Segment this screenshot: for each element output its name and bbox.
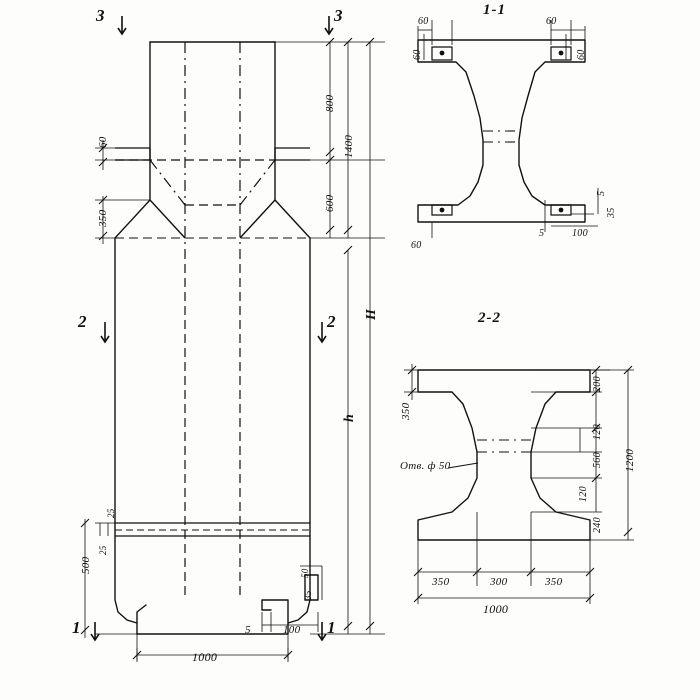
dim-200: 200 xyxy=(592,376,603,392)
dim-25-a: 25 xyxy=(98,545,108,555)
dim-560: 560 xyxy=(592,452,603,468)
dim-1400: 1400 xyxy=(343,134,355,158)
dim-1200: 1200 xyxy=(624,448,636,472)
dim-H: H xyxy=(364,308,379,320)
section-mark-2-right: 2 xyxy=(327,312,336,331)
dim-50-elevation: 50 xyxy=(300,568,310,578)
dim-350-left: 350 xyxy=(400,402,412,420)
dim-5-elevation: 5 xyxy=(245,624,251,636)
dim-350-bottom-left: 350 xyxy=(432,576,450,588)
dim-35-elevation: 35 xyxy=(303,590,313,600)
dim-100-elevation: 100 xyxy=(283,624,301,636)
hole-note: Отв. ф 50 xyxy=(400,460,451,472)
section-mark-3-right: 3 xyxy=(334,6,343,25)
section-title-2-2: 2-2 xyxy=(478,310,501,326)
dim-300-bottom: 300 xyxy=(490,576,508,588)
dim-25-b: 25 xyxy=(106,508,116,518)
dim-800: 800 xyxy=(324,94,336,112)
dim-1000-bottom: 1000 xyxy=(483,602,509,616)
dim-h: h xyxy=(342,413,357,422)
dim-60-left: 60 xyxy=(97,136,109,148)
dim-5-right: 5 xyxy=(596,190,607,196)
section-title-1-1: 1-1 xyxy=(483,2,506,18)
dim-35-right: 35 xyxy=(606,207,617,218)
dim-350-bottom-right: 350 xyxy=(545,576,563,588)
dim-120-b: 120 xyxy=(578,486,589,502)
dim-350: 350 xyxy=(97,209,109,227)
dim-100-bottom: 100 xyxy=(572,228,588,239)
dim-1000-elevation: 1000 xyxy=(192,650,218,664)
dim-5-bottom: 5 xyxy=(539,228,545,239)
dim-120-a: 120 xyxy=(592,424,603,440)
section-mark-1-right: 1 xyxy=(327,618,336,637)
dim-60-vert-right: 60 xyxy=(576,49,587,60)
dim-600: 600 xyxy=(324,194,336,212)
dim-60-top-right: 60 xyxy=(546,16,557,27)
section-mark-1-left: 1 xyxy=(72,618,81,637)
dim-60-bottom-left: 60 xyxy=(411,240,422,251)
dim-500: 500 xyxy=(80,556,92,574)
section-mark-3-left: 3 xyxy=(96,6,105,25)
dim-60-top-left: 60 xyxy=(418,16,429,27)
section-mark-2-left: 2 xyxy=(78,312,87,331)
dim-240: 240 xyxy=(592,517,603,533)
dim-60-vert-left: 60 xyxy=(412,49,423,60)
